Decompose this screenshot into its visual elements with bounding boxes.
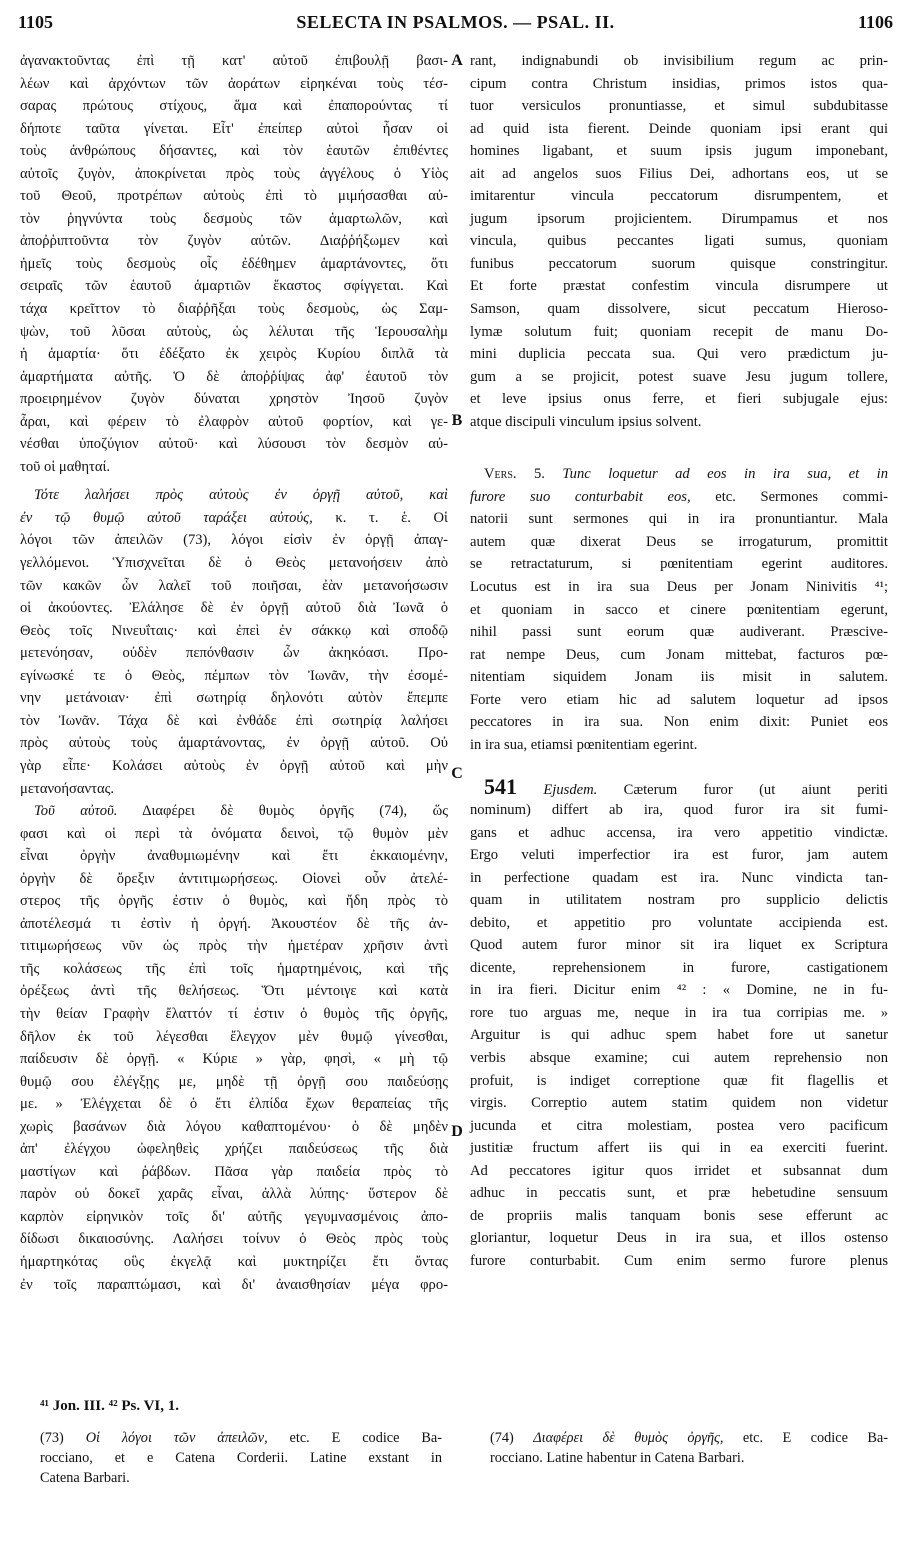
text-line: με. » Ἐλέγχεται δὲ ὁ ἔτι ἐλπίδα ἔχων θεραπείας τῆς [20, 1096, 448, 1113]
text-line: nihil passi sunt eorum quæ audiverant. Præscive- [470, 624, 888, 641]
text-line: furore conturbabit. Cum enim sermo furore plenus [470, 1252, 888, 1269]
text-line: νέσθαι ὑποζύγιον αὐτοῦ· καὶ λύσουσι τὸν δεσμὸν αὐ- [20, 436, 448, 453]
scripture-references: ⁴¹ Jon. III. ⁴² Ps. VI, 1. [40, 1398, 179, 1414]
latin-para3-first-rest: Cæterum furor (ut aiunt periti [597, 782, 888, 799]
text-line: mini duplicia peccata sua. Qui vero prædictum ju- [470, 346, 888, 363]
text-line: τῶν κακῶν ὧν λαλεῖ τοῦ ποιῆσαι, ἐὰν μετανοήσωσιν [20, 577, 448, 594]
text-line: funibus peccatorum suorum quisque constringitur. [470, 255, 888, 272]
text-line: Quod autem furor minor sit ira liquet ex Scriptura [470, 937, 888, 954]
text-line: ait ad angelos suos Filius Dei, adhortans eos, ut se [470, 165, 888, 182]
text-line: λέων καὶ ἀρχόντων τῶν ἀοράτων εἰρηκέναι τοὺς τέσ- [20, 75, 448, 92]
text-line: ἡμαρτηκότας οὓς ἐκγελᾷ καὶ μυκτηρίζει ἔτι ὄντας [20, 1253, 448, 1270]
greek-column [20, 50, 448, 1296]
text-line: τοὺς ἀνθρώπους δήσαντες, καὶ τὸν ἑαυτῶν ἐπιθέντες [20, 143, 448, 160]
text-line: et quoniam in sacco et cinere pœnitentiam egerunt, [470, 601, 888, 618]
text-line: nominum) differt ab ira, quod furor ira sit fumi- [470, 801, 888, 818]
text-line: ad quid ista fierent. Deinde quoniam ipsi erant qui [470, 120, 888, 137]
text-line: εγίνωσκέ τε ὁ Θεὸς, πέμπων τὸν Ἰωνᾶν, τὴν ἐσομέ- [20, 667, 448, 684]
text-line: τοῦ Θεοῦ, προτρέπων αὐτοὺς ἐπὶ τὸ μιμήσασθαι αὐ- [20, 188, 448, 205]
text-line: justitiæ fructum affert iis qui in ea exerciti fuerint. [470, 1140, 888, 1157]
page-number-left: 1105 [18, 12, 54, 32]
text-line: dicente, reprehensionem in furore, castigationem [470, 959, 888, 976]
text-line: ἡμεῖς τοὺς δεσμοὺς οἷς ἐδέθημεν ἁμαρτάνοντες, ὅτι [20, 255, 448, 272]
text-line: τὸν Ἰωνᾶν. Τάχα δὲ καὶ ἐνθάδε ἐπὶ σωτηρίᾳ λαλήσει [20, 712, 448, 729]
text-line: jugum ipsorum projicientem. Dirumpamus et nos [470, 210, 888, 227]
greek-para3-lemma: Τοῦ αὐτοῦ. [34, 803, 118, 820]
text-line: σειραῖς τῶν ἑαυτοῦ ἁμαρτιῶν ἕκαστος σφίγγεται. Καὶ [20, 278, 448, 295]
greek-paragraph-2 [20, 529, 448, 800]
text-line: imitarentur vincula peccatorum disrumpentem, et [470, 188, 888, 205]
text-line: τὴν θείαν Γραφὴν ἔλαττόν τί ἐστιν ὁ θυμὸς τῆς ὀργῆς, [20, 1005, 448, 1022]
text-line: rat nempe Deus, cum Jonam mittebat, facturos pœ- [470, 646, 888, 663]
latin-lemma-1: Tunc loquetur ad eos in ira sua, et in [562, 466, 888, 483]
footnote-74-rest: etc. E codice Ba- [723, 1430, 888, 1446]
text-line: δῆλον ἐκ τοῦ λέγεσθαι ἔλεγχον μὲν θυμῷ γίνεσθαι, [20, 1028, 448, 1045]
greek-para3-first-line [20, 800, 448, 823]
text-line: verbis absque examine; cui autem reprehensio non [470, 1049, 888, 1066]
footnote-73 [40, 1428, 442, 1488]
text-line: εἶναι ὀργὴν ἀναθυμιωμένην καὶ ἔτι ἐκκαιομένην, [20, 848, 448, 865]
footnote-73-line-1 [40, 1428, 442, 1448]
margin-letter-d: D [451, 1123, 463, 1140]
margin-letter-a: A [451, 52, 463, 69]
text-line: ἐν τοῖς παραπτώμασι, καὶ δι' ἀναισθησίαν μέγα φρο- [20, 1276, 448, 1293]
text-line: καρπὸν εἰρηνικὸν τοῖς δι' αὐτῆς γεγυμνασμένοις ἀπο- [20, 1208, 448, 1225]
text-line: ἀποτέλεσμά τι ἐστὶν ἡ ὀργή. Ἀκουστέον δὲ τῆς ἀν- [20, 915, 448, 932]
text-line: ψὼν, τοῦ λῦσαι αὐτοὺς, ὡς λέλυται τῆς Ἱερουσαλὴμ [20, 323, 448, 340]
latin-verse-number: Vers. 5. [484, 466, 545, 483]
text-line: tuor versiculos pronuntiasse, et simul subdubitasse [470, 98, 888, 115]
text-line: natorii sunt sermones qui in ira pronuntiantur. Mala [470, 511, 888, 528]
footnote-74-line-2: rocciano. Latine habentur in Catena Barbari. [490, 1450, 745, 1466]
section-number: 541 [484, 774, 517, 800]
text-line: se retractaturum, si pœnitentiam egerint auditores. [470, 556, 888, 573]
text-line: lymæ solutum fuit; quoniam recepit de manu Do- [470, 323, 888, 340]
text-line: peccatores in ira sua. Non enim dixit: Puniet eos [470, 714, 888, 731]
greek-lemma-2-rest: κ. τ. ἑ. Οἱ [312, 509, 448, 526]
text-line: τάχα κρεῖττον τὸ διαῤῥῆξαι τοὺς δεσμοὺς, ὡς Σαμ- [20, 301, 448, 318]
text-line: ὀργὴν δὲ ὄρεξιν ἀντιτιμωρήσεως. Οἱονεὶ οὖν ἀτελέ- [20, 870, 448, 887]
text-line: Ergo veluti imperfectior ira est furor, jam autem [470, 847, 888, 864]
text-line: de propriis malis tanquam bonis sese efferunt ac [470, 1207, 888, 1224]
text-line: μαστίγων καὶ ῥάβδων. Πᾶσα γὰρ παιδεία πρὸς τὸ [20, 1163, 448, 1180]
text-line: φασι καὶ οἱ περὶ τὰ ὀνόματα δεινοὶ, τῷ θυμὸν μὲν [20, 825, 448, 842]
text-line: στερος τῆς ὀργῆς ἐστιν ὁ θυμὸς, καὶ ἤδη πρὸς τὸ [20, 893, 448, 910]
greek-paragraph-3 [20, 823, 448, 1296]
text-line: ἆραι, καὶ φέρειν τὸ ἐλαφρὸν αὐτοῦ φορτίον, καὶ γε- [20, 413, 448, 430]
text-line: αὐτοῖς ζυγὸν, ἀποκρίνεται πρὸς τοὺς ἀγγέλους ὁ Υἱὸς [20, 165, 448, 182]
text-line: cipum contra Christum insidias, primos istos qua- [470, 75, 888, 92]
text-line: rore tuo arguas me, neque in ira tua corripias me. » [470, 1004, 888, 1021]
text-line: Et forte præstat confestim vincula disrumpere ut [470, 278, 888, 295]
greek-lemma-line-1 [20, 484, 448, 507]
text-line: παίδευσιν δὲ ὀργῇ. « Κύριε » γὰρ, φησὶ, « μὴ τῷ [20, 1051, 448, 1068]
text-line: adhuc in peccatis sunt, et præ hebetudine sensuum [470, 1185, 888, 1202]
text-line: ἡ ἁμαρτία· ὅτι ἐδέξατο ἐκ χειρὸς Κυρίου διπλᾶ τὰ [20, 346, 448, 363]
text-line: παρὸν οὐ δοκεῖ χαρᾶς εἶναι, ἀλλὰ λύπης· ὕστερον δὲ [20, 1186, 448, 1203]
text-line: τοῦ οἱ μαθηταί. [20, 458, 111, 475]
footnote-74-line-1 [490, 1428, 888, 1448]
text-line: Ad peccatores igitur quos irridet et subsannat dum [470, 1162, 888, 1179]
text-line: virgis. Correptio autem statim quidem non videtur [470, 1095, 888, 1112]
text-line: τὸν ῥηγνύντα τοὺς δεσμοὺς τῶν ἁμαρτωλῶν, καὶ [20, 210, 448, 227]
text-line: τῆς κολάσεως τῆς ἐπὶ τοῖς ἡμαρτημένοις, καὶ τῆς [20, 960, 448, 977]
margin-letter-b: B [451, 412, 463, 429]
latin-paragraph-1 [470, 50, 888, 433]
text-line: Forte vero etiam hic ad salutem loquetur ad ipsos [470, 691, 888, 708]
footnote-73-lemma: Οἱ λόγοι τῶν ἀπειλῶν, [85, 1430, 268, 1446]
greek-lemma-2: ἐν τῷ θυμῷ αὐτοῦ ταράξει αὐτούς, [20, 509, 313, 526]
text-line: in ira fieri. Dicitur enim ⁴² : « Domine, ne in fu- [470, 982, 888, 999]
text-line: χωρὶς βασάνων διὰ λόγου καθαπτομένου· ὁ δὲ μηδὲν [20, 1118, 448, 1135]
running-title: SELECTA IN PSALMOS. — PSAL. II. [296, 12, 615, 32]
text-line: σαρας πρώτους στίχους, ἅμα καὶ ἐπαπορούντας τί [20, 98, 448, 115]
greek-para3-first-rest: Διαφέρει δὲ θυμὸς ὀργῆς (74), ὥς [117, 803, 448, 820]
text-line: ἁμαρτήματα αὐτῆς. Ὁ δὲ ἀποῤῥίψας ἀφ' ἑαυτοῦ τὸν [20, 368, 448, 385]
text-line: profuit, is indiget correptione quæ fit flagellis et [470, 1072, 888, 1089]
text-line: autem quæ dixerat Deus se irrogaturum, promittit [470, 533, 888, 550]
text-line: et leve ipsius onus ferre, et fieri subjugale ejus: [470, 391, 888, 408]
latin-paragraph-3 [470, 799, 888, 1272]
text-line: in ira sua, etiamsi pœnitentiam egerint. [470, 736, 698, 753]
page-number-right: 1106 [857, 12, 893, 32]
latin-lemma-line-2 [470, 486, 888, 509]
footnote-74 [490, 1428, 888, 1468]
text-line: atque discipuli vinculum ipsius solvent. [470, 413, 702, 430]
latin-lemma-2-rest: etc. Sermones commi- [690, 488, 888, 505]
latin-lemma-2: furore suo conturbabit eos, [470, 488, 691, 505]
text-line: μετενόησαν, οὐδὲν πεπόνθασιν ὧν ἀκηκόασι. Προ- [20, 645, 448, 662]
text-line: quam in utilitatem nostram pro supplicio delictis [470, 892, 888, 909]
text-line: τιτιμωρήσεως νῦν ὡς πρὸς τὴν ἡμετέραν χρῆσιν ἀντὶ [20, 938, 448, 955]
text-line: nitentiam siquidem Jonam iis misit in salutem. [470, 669, 888, 686]
footnote-73-number: (73) [40, 1430, 64, 1446]
footnote-73-line-2: rocciano, et e Catena Corderii. Latine exstant in [40, 1450, 442, 1466]
margin-letter-c: C [451, 765, 463, 782]
latin-para3-first-line [470, 776, 888, 799]
greek-lemma-1: Τότε λαλήσει πρὸς αὐτοὺς ἐν ὀργῇ αὐτοῦ, καὶ [34, 487, 448, 504]
text-line: μετανοήσαντας. [20, 780, 115, 797]
text-line: γελλόμενοι. Ὑπισχνεῖται δὲ ὁ Θεὸς μετανοήσειν ἀπὸ [20, 555, 448, 572]
text-line: οἱ ἀκούοντες. Ἐλάλησε δὲ ἐν ὀργῇ αὐτοῦ διὰ Ἰωνᾶ ὁ [20, 600, 448, 617]
text-line: ἀγανακτοῦντας ἐπὶ τῇ κατ' αὐτοῦ ἐπιβουλῇ βασι- [20, 53, 448, 69]
latin-para3-lemma: Ejusdem. [543, 782, 598, 799]
text-line: homines ligabant, et suum ipsis jugum imponebant, [470, 143, 888, 160]
footnote-73-rest: etc. E codice Ba- [267, 1430, 442, 1446]
text-line: γὰρ εἶπε· Κολάσει αὐτοὺς ἐν ὀργῇ αὐτοῦ καὶ μὴν [20, 757, 448, 774]
text-line: λόγοι τῶν ἀπειλῶν (73), λόγοι εἰσὶν ἐν ὀργῇ ἀπαγ- [20, 532, 448, 549]
footnote-73-line-3: Catena Barbari. [40, 1470, 130, 1486]
text-line: Θεὸς τοῖς Νινευΐταις· καὶ ἐπεὶ ἐν σάκκῳ καὶ σποδῷ [20, 622, 448, 639]
text-line: δίδωσι δικαιοσύνης. Λαλήσει τοίνυν ὁ Θεὸς πρὸς τοὺς [20, 1231, 448, 1248]
page-header [18, 12, 893, 38]
text-line: πρὸς αὐτοὺς τοὺς ἁμαρτάνοντας, ἐν ὀργῇ αὐτοῦ. Οὐ [20, 735, 448, 752]
latin-lemma-line-1 [470, 463, 888, 486]
text-line: Locutus est in ira sua Deus per Jonam Ninivitis ⁴¹; [470, 579, 888, 596]
text-line: gum a se projicit, potest suave Jesu jugum tollere, [470, 368, 888, 385]
text-line: gloriantur, loquetur Deus in ira sua, et illos ostenso [470, 1230, 888, 1247]
text-line: gans et adhuc accensa, ira vero appetitio vindictæ. [470, 824, 888, 841]
latin-paragraph-2 [470, 508, 888, 756]
text-line: in perfectione quadam est ira. Nunc vindicta tan- [470, 869, 888, 886]
footnote-74-lemma: Διαφέρει δὲ θυμὸς ὀργῆς, [533, 1430, 724, 1446]
footnote-74-number: (74) [490, 1430, 514, 1446]
text-line: θυμῷ σου ἐλέγξῃς με, μηδὲ τῇ ὀργῇ σου παιδεύσῃς [20, 1073, 448, 1090]
text-line: νην μετάνοιαν· ἐπὶ σωτηρίᾳ δηλονότι αὐτὸν ἔπεμπε [20, 690, 448, 707]
text-line: ὀρέξεως ἀντὶ τῆς θελήσεως. Ὅτι μέντοιγε καὶ κατὰ [20, 983, 448, 1000]
text-line: ἀπ' ἐλέγχου ὠφεληθεὶς χρήζει παιδεύσεως τῆς διὰ [20, 1141, 448, 1158]
greek-lemma-line-2 [20, 507, 448, 530]
latin-column [470, 50, 888, 1272]
text-line: δήποτε ταῦτα γίνεται. Εἶτ' ἐπείπερ αὐτοὶ ἦσαν οἱ [20, 120, 448, 137]
text-line: Samson, quam dissolvere, sicut peccatum Hieroso- [470, 301, 888, 318]
text-line: προειρημένον ζυγὸν δύναται χρηστὸν Ἰησοῦ ζυγὸν [20, 391, 448, 408]
greek-paragraph-1 [20, 50, 448, 478]
text-line: ἀποῤῥιπτοῦντα τὸν ζυγὸν αὐτῶν. Διαῤῥήξωμεν καὶ [20, 233, 448, 250]
text-line: jucunda et citra molestiam, postea vero pacificum [470, 1117, 888, 1134]
text-line: rant, indignabundi ob invisibilium regum ac prin- [470, 53, 888, 69]
text-line: Arguitur is qui adhuc spem habet fore ut sanetur [470, 1027, 888, 1044]
text-line: vincula, quibus peccantes ligati sumus, quoniam [470, 233, 888, 250]
text-line: debito, et appetitio pro voluntate accipienda est. [470, 914, 888, 931]
